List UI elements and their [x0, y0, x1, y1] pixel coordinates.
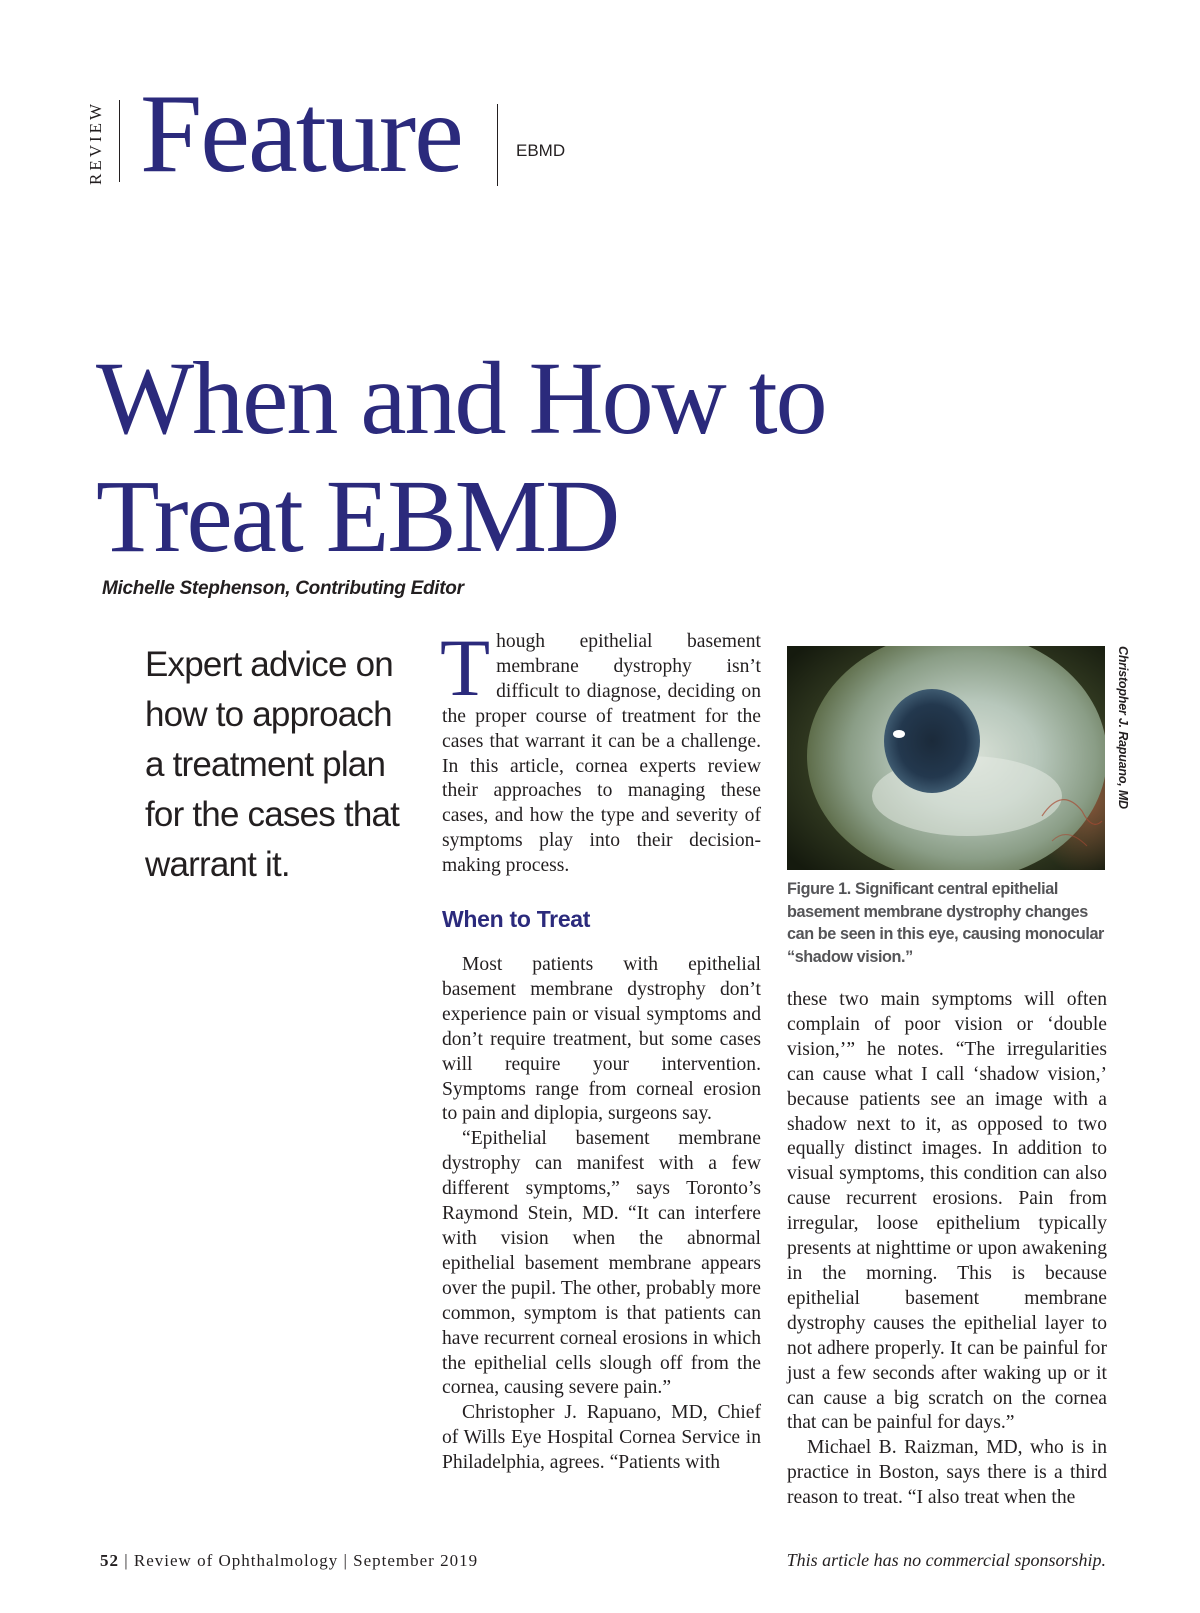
footer-separator: |	[124, 1551, 129, 1570]
byline: Michelle Stephenson, Contributing Editor	[102, 578, 464, 599]
footer-separator: |	[343, 1551, 348, 1570]
photo-credit: Christopher J. Rapuano, MD	[1116, 646, 1130, 809]
sponsorship-note: This article has no commercial sponsorship.	[786, 1550, 1106, 1570]
article-headline	[96, 340, 996, 576]
review-label: REVIEW	[86, 100, 105, 185]
subhead-when-to-treat: When to Treat	[442, 906, 591, 932]
body-paragraph: these two main symptoms will often complain of poor vision or ‘double vision,’” he notes. “The irregularities can cause what I call ‘shadow vision,’ because patients see an image with a shadow next to it, as opposed to two equally distinct images. In addition to visual symptoms, this condition can also cause recurrent erosions. Pain from irregular, loose epithelium typically presents at nighttime or upon awakening in the morning. This is because epithelial basement membrane dystrophy causes the epithelial layer to not adhere properly. It can be painful for just a few seconds after waking up or it can cause a big scratch on the cornea that can be painful for days.”	[787, 989, 1107, 1434]
body-column-2	[787, 988, 1107, 1511]
issue-date: September 2019	[353, 1551, 479, 1570]
section-tag: EBMD	[516, 141, 566, 160]
figure-caption: Figure 1. Significant central epithelial basement membrane dystrophy changes can be seen in this eye, causing monocular “shadow vision.”	[787, 880, 1104, 966]
page-number: 52	[100, 1551, 119, 1570]
body-paragraph: Most patients with epithelial basement membrane dystrophy don’t experience pain or visual symptoms and don’t require treatment, but some cases will require your intervention. Symptoms range from corneal erosion to pain and diplopia, surgeons say.	[442, 954, 761, 1125]
publication-name: Review of Ophthalmology	[133, 1551, 339, 1570]
headline-line-1: When and How to	[96, 341, 826, 456]
body-paragraph: Christopher J. Rapuano, MD, Chief of Wills Eye Hospital Cornea Service in Philadelphia, agrees. “Patients with	[442, 1402, 761, 1474]
header-rule-right	[497, 104, 498, 186]
eye-photo-illustration	[787, 646, 1105, 870]
body-column-1	[442, 953, 761, 1476]
footer-folio	[100, 1551, 478, 1571]
eye-photo	[787, 646, 1105, 870]
drop-cap: T	[440, 622, 491, 713]
section-title: Feature	[140, 72, 462, 196]
article-deck: Expert advice on how to approach a treatment plan for the cases that warrant it.	[145, 645, 400, 884]
headline-line-2: Treat EBMD	[96, 459, 619, 574]
intro-paragraph	[440, 622, 761, 879]
body-paragraph: Michael B. Raizman, MD, who is in practice in Boston, says there is a third reason to treat. “I also treat when the	[787, 1437, 1107, 1509]
header-rule-left	[119, 100, 120, 182]
intro-text: hough epithelial basement membrane dystrophy isn’t difficult to diagnose, deciding on the proper course of treatment for the cases that warrant it can be a challenge. In this article, cornea experts review their approaches to managing these cases, and how the type and severity of symptoms play into their decision-making process.	[442, 631, 761, 877]
body-paragraph: “Epithelial basement membrane dystrophy can manifest with a few different symptoms,” says Toronto’s Raymond Stein, MD. “It can interfere with vision when the abnormal epithelial basement membrane appears over the pupil. The other, probably more common, symptom is that patients can have recurrent corneal erosions in which the epithelial cells slough off from the cornea, causing severe pain.”	[442, 1128, 761, 1399]
